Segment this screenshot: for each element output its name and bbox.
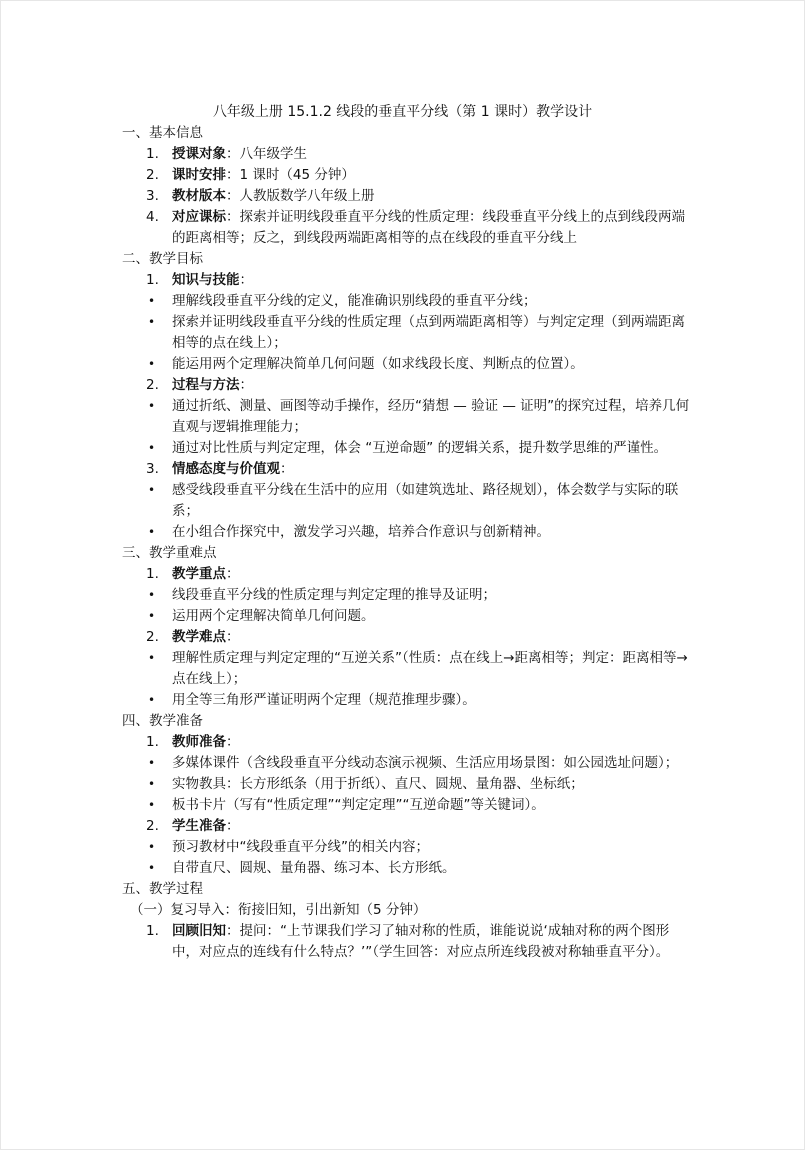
item-number: 1. <box>146 923 159 939</box>
bullet-icon: • <box>148 861 156 875</box>
item-text: 实物教具：长方形纸条（用于折纸）、直尺、圆规、量角器、坐标纸； <box>172 776 584 792</box>
item-label: 回顾旧知 <box>172 923 226 939</box>
subsection-heading: （一）复习导入：衔接旧知，引出新知（5 分钟） <box>130 902 427 918</box>
item-label: 教学难点 <box>172 629 226 645</box>
bullet-item <box>122 291 692 312</box>
numbered-item <box>122 921 692 963</box>
item-label: 教材版本 <box>172 188 226 204</box>
bullet-icon: • <box>148 399 156 413</box>
item-number: 2. <box>146 818 159 834</box>
numbered-item <box>122 627 692 648</box>
item-number: 2. <box>146 167 159 183</box>
item-text: 线段垂直平分线的性质定理与判定定理的推导及证明； <box>172 587 496 603</box>
bullet-item <box>122 690 692 711</box>
section-heading: 一、基本信息 <box>122 125 203 141</box>
bullet-icon: • <box>148 777 156 791</box>
item-number: 2. <box>146 629 159 645</box>
item-text: ： <box>280 461 294 477</box>
item-number: 4. <box>146 209 159 225</box>
item-label: 学生准备 <box>172 818 226 834</box>
item-number: 2. <box>146 377 159 393</box>
document-title: 八年级上册 15.1.2 线段的垂直平分线（第 1 课时）教学设计 <box>212 104 593 120</box>
bullet-icon: • <box>148 441 156 455</box>
item-text: ： <box>226 818 240 834</box>
bullet-item <box>122 522 692 543</box>
item-text: 感受线段垂直平分线在生活中的应用（如建筑选址、路径规划），体会数学与实际的联系； <box>172 482 679 519</box>
item-text: 多媒体课件（含线段垂直平分线动态演示视频、生活应用场景图：如公园选址问题）； <box>172 755 679 771</box>
item-number: 3. <box>146 461 159 477</box>
section-heading: 二、教学目标 <box>122 251 203 267</box>
bullet-icon: • <box>148 483 156 497</box>
document-body <box>122 123 692 963</box>
bullet-icon: • <box>148 651 156 665</box>
item-text: 用全等三角形严谨证明两个定理（规范推理步骤）。 <box>172 692 476 708</box>
item-text: 理解性质定理与判定定理的“互逆关系”（性质：点在线上→距离相等；判定：距离相等→点在线上）； <box>172 650 688 687</box>
bullet-item <box>122 648 692 690</box>
numbered-item <box>122 165 692 186</box>
item-text: 在小组合作探究中，激发学习兴趣，培养合作意识与创新精神。 <box>172 524 550 540</box>
item-text: ： <box>239 272 253 288</box>
item-text: 板书卡片（写有“性质定理”“判定定理”“互逆命题”等关键词）。 <box>172 797 545 813</box>
item-number: 1. <box>146 272 159 288</box>
item-number: 3. <box>146 188 159 204</box>
item-label: 对应课标 <box>172 209 226 225</box>
item-text: ： <box>226 734 240 750</box>
numbered-item <box>122 144 692 165</box>
bullet-icon: • <box>148 294 156 308</box>
bullet-icon: • <box>148 525 156 539</box>
numbered-item <box>122 816 692 837</box>
bullet-item <box>122 753 692 774</box>
numbered-item <box>122 270 692 291</box>
item-label: 教学重点 <box>172 566 226 582</box>
bullet-icon: • <box>148 798 156 812</box>
section-heading: 五、教学过程 <box>122 881 203 897</box>
bullet-item <box>122 837 692 858</box>
bullet-item <box>122 312 692 354</box>
item-text: 通过对比性质与判定定理，体会 “互逆命题” 的逻辑关系，提升数学思维的严谨性。 <box>172 440 668 456</box>
item-text: ：1 课时（45 分钟） <box>226 167 355 183</box>
bullet-icon: • <box>148 840 156 854</box>
numbered-item <box>122 207 692 249</box>
bullet-item <box>122 585 692 606</box>
item-text: ： <box>239 377 253 393</box>
numbered-item <box>122 186 692 207</box>
bullet-icon: • <box>148 756 156 770</box>
numbered-item <box>122 459 692 480</box>
bullet-icon: • <box>148 315 156 329</box>
item-text: ：八年级学生 <box>226 146 307 162</box>
item-label: 过程与方法 <box>172 377 240 393</box>
bullet-item <box>122 480 692 522</box>
bullet-icon: • <box>148 588 156 602</box>
bullet-item <box>122 606 692 627</box>
item-text: 探索并证明线段垂直平分线的性质定理（点到两端距离相等）与判定定理（到两端距离相等的点在线上）； <box>172 314 685 351</box>
bullet-item <box>122 774 692 795</box>
item-text: ： <box>226 629 240 645</box>
bullet-icon: • <box>148 609 156 623</box>
item-text: ： <box>226 566 240 582</box>
item-text: ：提问：“上节课我们学习了轴对称的性质，谁能说说‘成轴对称的两个图形中，对应点的连线有什么特点？’”（学生回答：对应点所连线段被对称轴垂直平分）。 <box>172 923 670 960</box>
bullet-icon: • <box>148 693 156 707</box>
section-heading: 三、教学重难点 <box>122 545 217 561</box>
numbered-item <box>122 732 692 753</box>
bullet-item <box>122 858 692 879</box>
item-label: 教师准备 <box>172 734 226 750</box>
bullet-item <box>122 354 692 375</box>
item-number: 1. <box>146 734 159 750</box>
section-heading: 四、教学准备 <box>122 713 203 729</box>
bullet-item <box>122 396 692 438</box>
numbered-item <box>122 564 692 585</box>
item-label: 情感态度与价值观 <box>172 461 280 477</box>
item-text: ：人教版数学八年级上册 <box>226 188 375 204</box>
bullet-item <box>122 795 692 816</box>
numbered-item <box>122 375 692 396</box>
item-text: 能运用两个定理解决简单几何问题（如求线段长度、判断点的位置）。 <box>172 356 584 372</box>
item-number: 1. <box>146 566 159 582</box>
item-label: 知识与技能 <box>172 272 240 288</box>
item-text: 预习教材中“线段垂直平分线”的相关内容； <box>172 839 429 855</box>
bullet-icon: • <box>148 357 156 371</box>
item-text: 理解线段垂直平分线的定义，能准确识别线段的垂直平分线； <box>172 293 537 309</box>
bullet-item <box>122 438 692 459</box>
item-text: 自带直尺、圆规、量角器、练习本、长方形纸。 <box>172 860 456 876</box>
item-text: ：探索并证明线段垂直平分线的性质定理：线段垂直平分线上的点到线段两端的距离相等；反之，到线段两端距离相等的点在线段的垂直平分线上 <box>172 209 685 246</box>
item-label: 课时安排 <box>172 167 226 183</box>
item-text: 通过折纸、测量、画图等动手操作，经历“猜想 — 验证 — 证明”的探究过程，培养几何直观与逻辑推理能力； <box>172 398 690 435</box>
item-text: 运用两个定理解决简单几何问题。 <box>172 608 375 624</box>
item-number: 1. <box>146 146 159 162</box>
item-label: 授课对象 <box>172 146 226 162</box>
